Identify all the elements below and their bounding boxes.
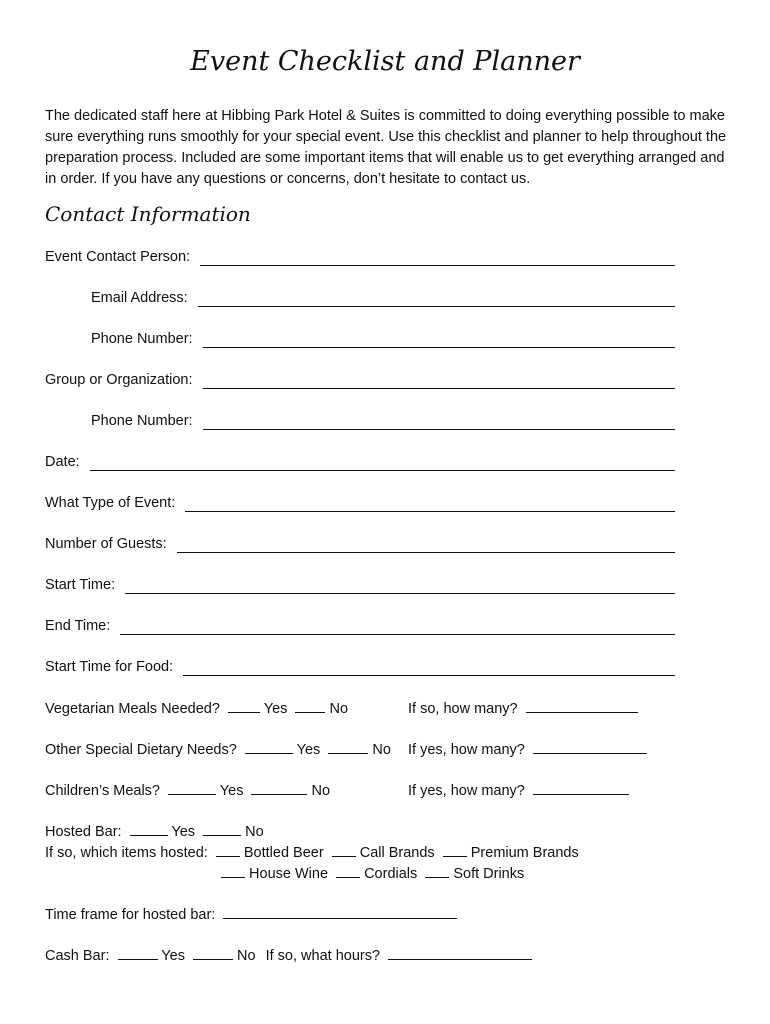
- hosted-items-row-2: [221, 863, 524, 882]
- cash-bar-label: Cash Bar:: [45, 948, 110, 964]
- field-label: Start Time for Food:: [45, 659, 174, 675]
- field-label: Date:: [45, 454, 80, 470]
- intro-paragraph: The dedicated staff here at Hibbing Park Hotel & Suites is committed to doing everything possible to make sure everything runs smoothly for your special event. Use this checklist and planner to help throughout the preparation process. Included are some important items that will enable us to get everything arranged and in order. If you have any questions or concerns, don’t hesitate to contact us.: [45, 108, 727, 187]
- call-brands-blank[interactable]: [332, 842, 356, 857]
- cash-bar-no-label: No: [237, 948, 256, 964]
- dietary-no-blank[interactable]: [328, 739, 368, 754]
- start-time-input[interactable]: [125, 575, 675, 594]
- bottled-beer-label: Bottled Beer: [243, 845, 324, 861]
- field-label: Number of Guests:: [45, 536, 167, 552]
- vegetarian-label: Vegetarian Meals Needed?: [45, 701, 220, 717]
- bottled-beer-blank[interactable]: [216, 842, 240, 857]
- field-email-address: [91, 285, 675, 307]
- vegetarian-how-many-label: If so, how many?: [408, 701, 518, 717]
- time-frame-row: [45, 904, 457, 923]
- children-yes-label: Yes: [219, 783, 244, 799]
- vegetarian-count-blank[interactable]: [526, 698, 638, 713]
- children-row: [45, 780, 330, 799]
- hosted-bar-yes-blank[interactable]: [130, 821, 168, 836]
- call-brands-label: Call Brands: [359, 845, 435, 861]
- field-label: Email Address:: [91, 290, 188, 306]
- field-label: What Type of Event:: [45, 495, 176, 511]
- dietary-row: [45, 739, 391, 758]
- section-title-contact: Contact Information: [45, 202, 251, 226]
- event-type-input[interactable]: [185, 493, 675, 512]
- group-organization-input[interactable]: [203, 370, 676, 389]
- premium-brands-blank[interactable]: [443, 842, 467, 857]
- dietary-count-blank[interactable]: [533, 739, 647, 754]
- hosted-bar-yes-label: Yes: [171, 824, 196, 840]
- hosted-items-label: If so, which items hosted:: [45, 845, 208, 861]
- house-wine-label: House Wine: [249, 866, 329, 882]
- vegetarian-no-label: No: [329, 701, 349, 717]
- dietary-count-row: [408, 739, 647, 758]
- field-label: Group or Organization:: [45, 372, 193, 388]
- dietary-yes-blank[interactable]: [245, 739, 293, 754]
- date-input[interactable]: [90, 452, 675, 471]
- field-phone-number-group: [91, 408, 675, 430]
- cash-bar-yes-blank[interactable]: [118, 945, 158, 960]
- house-wine-blank[interactable]: [221, 863, 245, 878]
- field-event-type: [45, 490, 675, 512]
- field-start-time-food: [45, 654, 675, 676]
- vegetarian-no-blank[interactable]: [295, 698, 325, 713]
- time-frame-blank[interactable]: [223, 904, 457, 919]
- field-label: Phone Number:: [91, 413, 193, 429]
- children-yes-blank[interactable]: [168, 780, 216, 795]
- hosted-items-row-1: [45, 842, 579, 861]
- children-label: Children’s Meals?: [45, 783, 160, 799]
- children-no-blank[interactable]: [251, 780, 307, 795]
- field-end-time: [45, 613, 675, 635]
- cordials-blank[interactable]: [336, 863, 360, 878]
- field-label: End Time:: [45, 618, 111, 634]
- cash-bar-row: [45, 945, 532, 964]
- hosted-bar-no-label: No: [245, 824, 264, 840]
- page-title: Event Checklist and Planner: [190, 46, 580, 77]
- time-frame-label: Time frame for hosted bar:: [45, 907, 216, 923]
- hosted-bar-no-blank[interactable]: [203, 821, 241, 836]
- field-number-of-guests: [45, 531, 675, 553]
- email-address-input[interactable]: [198, 288, 675, 307]
- vegetarian-yes-blank[interactable]: [228, 698, 260, 713]
- dietary-how-many-label: If yes, how many?: [408, 742, 525, 758]
- field-label: Phone Number:: [91, 331, 193, 347]
- soft-drinks-blank[interactable]: [425, 863, 449, 878]
- field-event-contact-person: [45, 244, 675, 266]
- group-phone-input[interactable]: [203, 411, 675, 430]
- field-start-time: [45, 572, 675, 594]
- vegetarian-yes-label: Yes: [263, 701, 288, 717]
- field-label: Event Contact Person:: [45, 249, 191, 265]
- field-label: Start Time:: [45, 577, 116, 593]
- cash-bar-hours-label: If so, what hours?: [265, 948, 381, 964]
- field-group-organization: [45, 367, 675, 389]
- contact-phone-input[interactable]: [203, 329, 675, 348]
- number-of-guests-input[interactable]: [177, 534, 675, 553]
- field-date: [45, 449, 675, 471]
- children-count-row: [408, 780, 629, 799]
- hosted-bar-row: [45, 821, 264, 840]
- vegetarian-row: [45, 698, 348, 717]
- dietary-label: Other Special Dietary Needs?: [45, 742, 237, 758]
- cash-bar-hours-blank[interactable]: [388, 945, 532, 960]
- children-no-label: No: [311, 783, 331, 799]
- premium-brands-label: Premium Brands: [470, 845, 579, 861]
- children-how-many-label: If yes, how many?: [408, 783, 525, 799]
- field-phone-number-contact: [91, 326, 675, 348]
- cash-bar-no-blank[interactable]: [193, 945, 233, 960]
- dietary-no-label: No: [372, 742, 391, 758]
- children-count-blank[interactable]: [533, 780, 629, 795]
- start-time-food-input[interactable]: [183, 657, 675, 676]
- cordials-label: Cordials: [364, 866, 418, 882]
- vegetarian-count-row: [408, 698, 638, 717]
- dietary-yes-label: Yes: [296, 742, 321, 758]
- end-time-input[interactable]: [120, 616, 675, 635]
- hosted-bar-label: Hosted Bar:: [45, 824, 122, 840]
- cash-bar-yes-label: Yes: [161, 948, 185, 964]
- event-contact-person-input[interactable]: [200, 247, 675, 266]
- soft-drinks-label: Soft Drinks: [453, 866, 525, 882]
